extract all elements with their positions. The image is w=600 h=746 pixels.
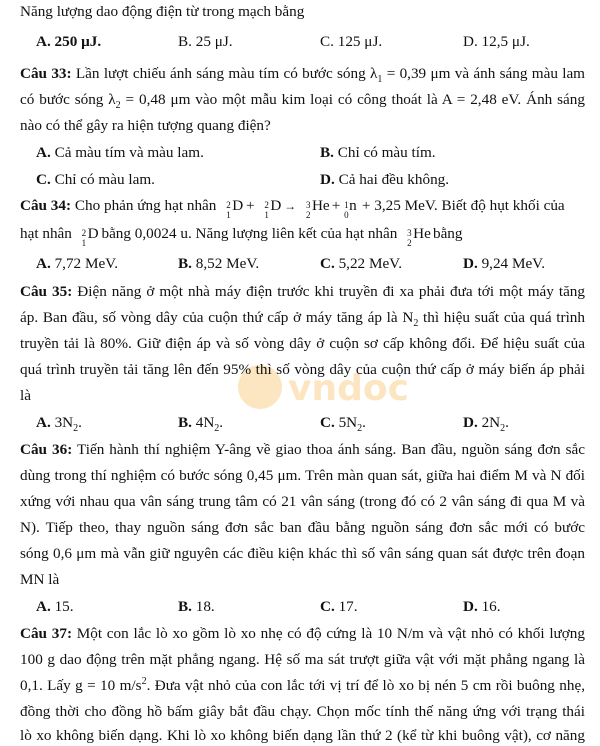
q36-line-3: xứng với nhau qua vân sáng trung tâm có 21 vân sáng (trong đó có 2 vân sáng đi qua M và: [20, 493, 585, 510]
q35-option-a[interactable]: A. $3N_2$.: [36, 414, 82, 435]
q37-line-5: lò xo không biến dạng. Khi lò xo không biến dạng lần thứ 2 (kể từ khi buông vật), cơ năng: [20, 727, 585, 744]
q36-line-5: sóng 0,6 μm mà vẫn giữ nguyên các điều kiện khác thì số vân sáng quan sát được trên đoạn: [20, 545, 585, 562]
q36-line-6: MN là: [20, 571, 60, 588]
q37-line-2: 100 g dao động trên mặt phẳng ngang. Hệ số ma sát trượt giữa vật với mặt phẳng ngang là: [20, 651, 585, 668]
q34-option-d[interactable]: D. 9,24 MeV.: [463, 255, 545, 272]
q37-line-1: Câu 37: Một con lắc lò xo gồm lò xo nhẹ có độ cứng là 10 N/m và vật nhỏ có khối lượng: [20, 625, 585, 642]
q35-line-5: là: [20, 387, 31, 404]
q36-option-d[interactable]: D. 16.: [463, 598, 501, 615]
q36-line-1: Câu 36: Tiến hành thí nghiệm Y-âng về giao thoa ánh sáng. Ban đầu, nguồn sáng đơn sắc: [20, 441, 585, 458]
q33-option-d[interactable]: D. Cả hai đều không.: [320, 171, 450, 188]
q35-option-d[interactable]: D. $2N_2$.: [463, 414, 509, 435]
q35-line-2: áp. Ban đầu, số vòng dây của cuộn thứ cấp ở máy tăng áp là $N_2$ thì hiệu suất của quá trình: [20, 309, 585, 330]
q34-option-a[interactable]: A. 7,72 MeV.: [36, 255, 118, 272]
nuclide-neutron: 1 0 n: [344, 197, 357, 220]
nuclide-deuterium-2: 2 1 D: [264, 197, 282, 220]
q33-option-b[interactable]: B. Chỉ có màu tím.: [320, 144, 436, 161]
q36-line-4: N). Tiếp theo, thay nguồn sáng đơn sắc ban đầu bằng nguồn sáng đơn sắc mới có bước: [20, 519, 585, 536]
q36-option-a[interactable]: A. 15.: [36, 598, 74, 615]
q33-line-1: Câu 33: Lần lượt chiếu ánh sáng màu tím có bước sóng $\lambda_1 = 0,39$ μm và ánh sáng màu lam: [20, 65, 585, 86]
nuclide-deuterium-3: 2 1 D: [81, 225, 99, 248]
nuclide-deuterium-1: 2 1 D: [226, 197, 244, 220]
q36-option-c[interactable]: C. 17.: [320, 598, 358, 615]
q37-line-4: đồng thời cho đồng hồ bấm giây bắt đầu chạy. Chọn mốc tính thế năng ứng với trạng thái: [20, 703, 585, 720]
q34-line-1: Câu 34: Cho phản ứng hạt nhân 2 1 D + 2 1 D → 3 2 He + 1 0 n + 3,25 MeV. Biết độ hụt khối của: [20, 197, 565, 220]
q34-option-b[interactable]: B. 8,52 MeV.: [178, 255, 260, 272]
q35-option-b[interactable]: B. $4N_2$.: [178, 414, 224, 435]
nuclide-helium-3b: 3 2 He: [407, 225, 431, 248]
watermark-text: vndoc: [288, 368, 409, 409]
q36-option-b[interactable]: B. 18.: [178, 598, 215, 615]
q36-line-2: dùng trong thí nghiệm có bước sóng 0,45 μm. Trên màn quan sát, giữa hai điểm M và N đối: [20, 467, 585, 484]
q34-line-2: hạt nhân 2 1 D bằng 0,0024 u. Năng lượng liên kết của hạt nhân 3 2 He bằng: [20, 225, 463, 248]
q35-line-1: Câu 35: Điện năng ở một nhà máy điện trước khi truyền đi xa phải đưa tới một máy tăng: [20, 283, 585, 300]
q35-line-4: quá trình truyền tải tăng lên đến 95% thì số vòng dây của cuộn thứ cấp ở máy biến áp phải: [20, 361, 585, 378]
prev-option-d[interactable]: D. 12,5 μJ.: [463, 33, 530, 50]
prev-question-tail: Năng lượng dao động điện từ trong mạch bằng: [20, 3, 305, 20]
reaction-arrow: →: [284, 199, 297, 213]
prev-option-c[interactable]: C. 125 μJ.: [320, 33, 383, 50]
q33-option-c[interactable]: C. Chỉ có màu lam.: [36, 171, 155, 188]
q34-option-c[interactable]: C. 5,22 MeV.: [320, 255, 402, 272]
q35-option-c[interactable]: C. $5N_2$.: [320, 414, 366, 435]
q37-line-3: 0,1. Lấy g = 10 $m/s^2$. Đưa vật nhỏ của con lắc tới vị trí để lò xo bị nén 5 cm rồi buông nhẹ,: [20, 675, 585, 694]
prev-option-b[interactable]: B. 25 μJ.: [178, 33, 233, 50]
q33-option-a[interactable]: A. Cả màu tím và màu lam.: [36, 144, 204, 161]
nuclide-helium-3: 3 2 He: [305, 197, 330, 220]
prev-option-a[interactable]: A. 250 μJ.: [36, 33, 102, 50]
q35-line-3: truyền tải là 80%. Giữ điện áp và số vòng dây ở cuộn sơ cấp không đổi. Để hiệu suất của: [20, 335, 585, 352]
q33-line-2: có bước sóng $\lambda_2 = 0,48$ μm vào một mẫu kim loại có công thoát là A = 2,48 eV. Ánh sáng: [20, 91, 585, 112]
q33-line-3: nào có thể gây ra hiện tượng quang điện?: [20, 117, 271, 134]
